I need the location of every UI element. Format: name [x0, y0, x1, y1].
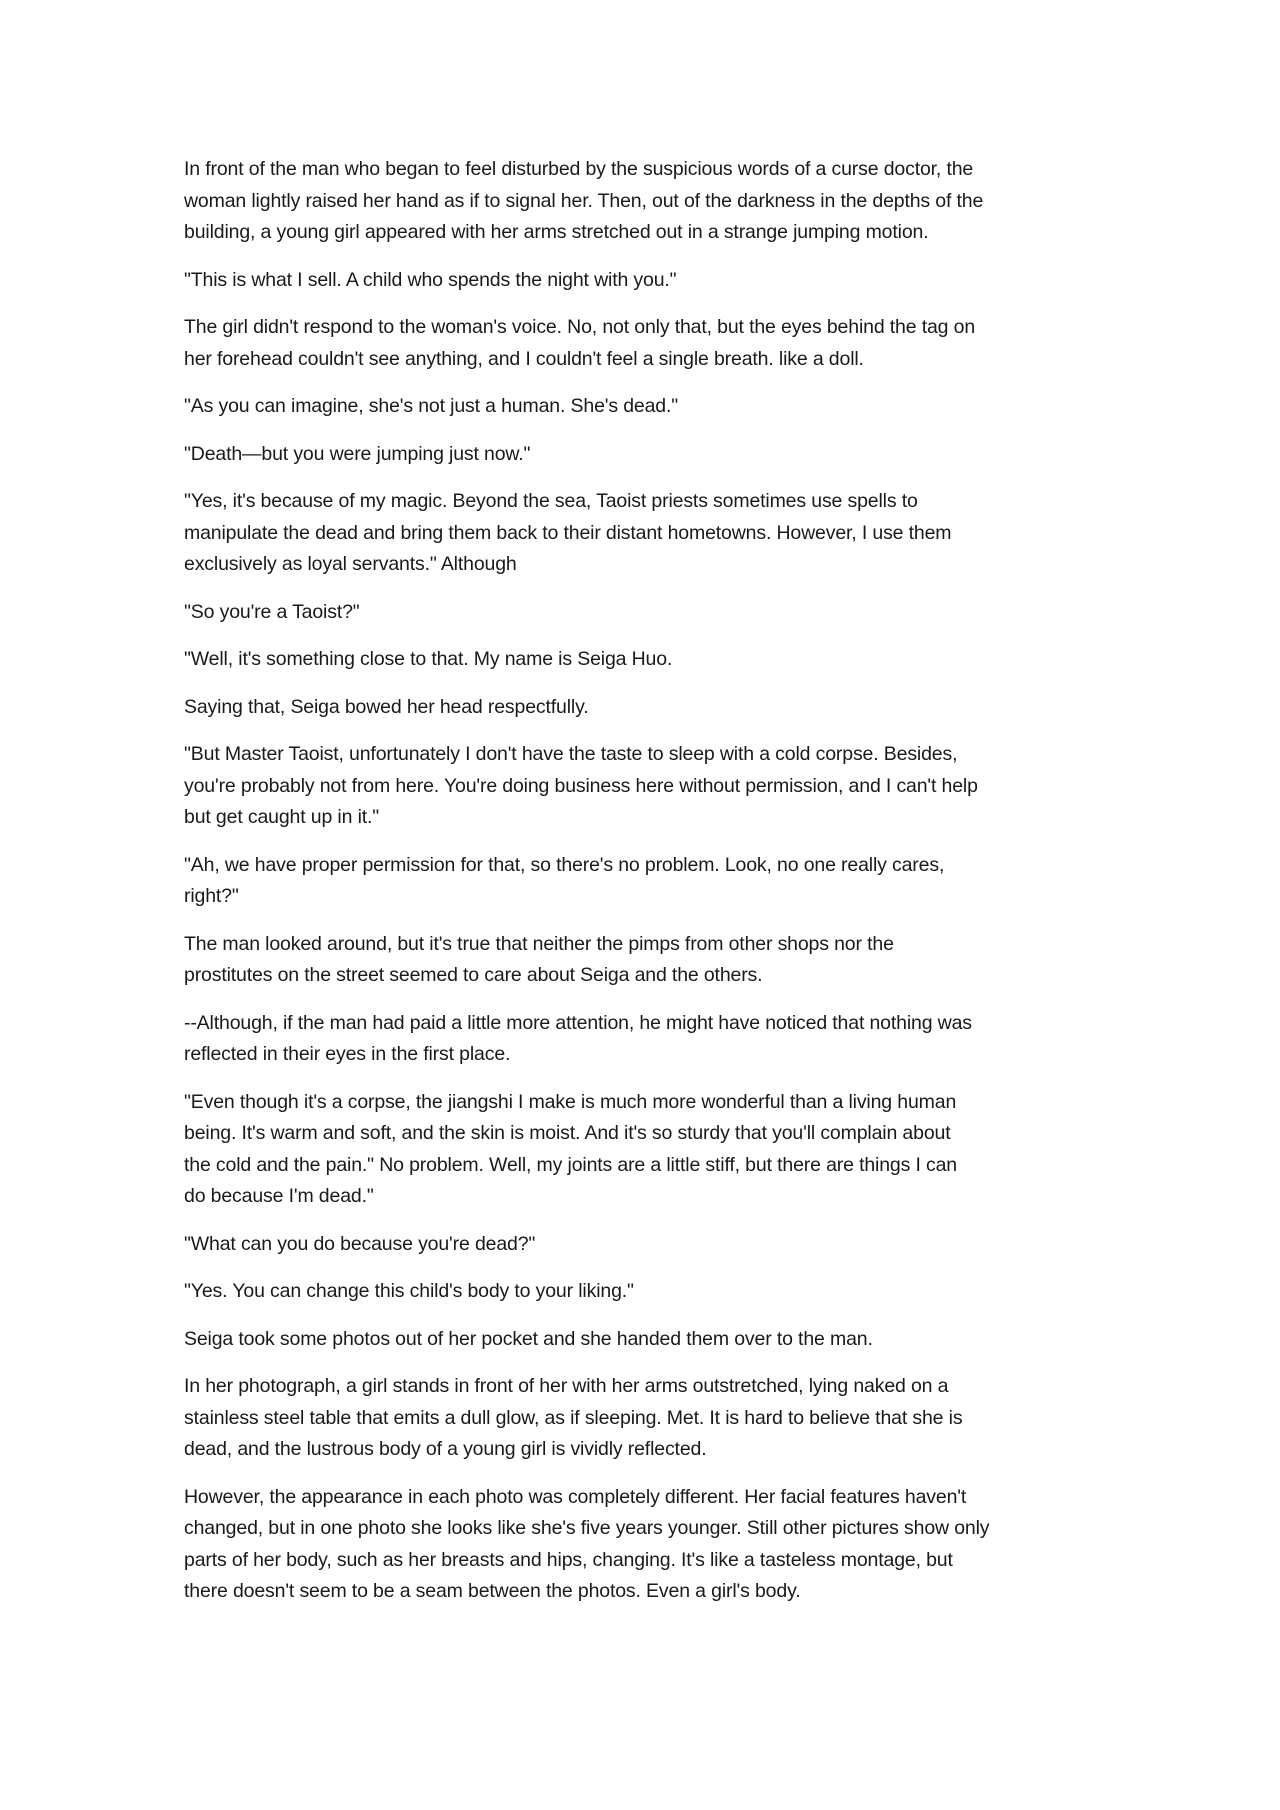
paragraph	[184, 1229, 1184, 1261]
text-line: In her photograph, a girl stands in front of her with her arms outstretched, lying naked on a	[184, 1375, 949, 1397]
paragraph	[184, 486, 1184, 581]
text-line: but get caught up in it."	[184, 806, 380, 828]
text-line: The man looked around, but it's true that neither the pimps from other shops nor the	[184, 932, 894, 955]
document-page	[184, 154, 1184, 1624]
text-line: you're probably not from here. You're doing business here without permission, and I can't help	[184, 774, 978, 797]
text-line: dead, and the lustrous body of a young girl is vividly reflected.	[184, 1438, 707, 1460]
paragraph	[184, 739, 1184, 834]
paragraph	[184, 1008, 1184, 1071]
paragraph	[184, 692, 1184, 724]
paragraph	[184, 1087, 1184, 1213]
paragraph	[184, 154, 1184, 249]
text-line: do because I'm dead."	[184, 1185, 374, 1207]
text-line: "So you're a Taoist?"	[184, 600, 360, 623]
text-line: "Death—but you were jumping just now."	[184, 442, 531, 465]
paragraph	[184, 391, 1184, 423]
text-line: Seiga took some photos out of her pocket and she handed them over to the man.	[184, 1327, 873, 1350]
paragraph	[184, 439, 1184, 471]
text-line: prostitutes on the street seemed to care about Seiga and the others.	[184, 964, 763, 986]
text-line: "As you can imagine, she's not just a human. She's dead."	[184, 395, 679, 417]
paragraph	[184, 597, 1184, 629]
text-line: changed, but in one photo she looks like she's five years younger. Still other pictures show only	[184, 1517, 990, 1539]
text-line: "Well, it's something close to that. My name is Seiga Huo.	[184, 648, 673, 670]
text-line: the cold and the pain." No problem. Well, my joints are a little stiff, but there are things I can	[184, 1153, 957, 1176]
text-line: "Yes. You can change this child's body to your liking."	[184, 1280, 634, 1302]
text-line: Saying that, Seiga bowed her head respectfully.	[184, 695, 589, 718]
text-line: exclusively as loyal servants." Although	[184, 553, 517, 575]
paragraph	[184, 312, 1184, 375]
text-line: manipulate the dead and bring them back to their distant hometowns. However, I use them	[184, 521, 952, 544]
text-line: right?"	[184, 885, 239, 907]
paragraph	[184, 929, 1184, 992]
paragraph	[184, 1276, 1184, 1308]
paragraph	[184, 1324, 1184, 1356]
text-line: her forehead couldn't see anything, and I couldn't feel a single breath. like a doll.	[184, 347, 864, 370]
text-line: there doesn't seem to be a seam between the photos. Even a girl's body.	[184, 1580, 801, 1602]
paragraph	[184, 1482, 1184, 1608]
text-line: "Even though it's a corpse, the jiangshi I make is much more wonderful than a living human	[184, 1090, 957, 1113]
paragraph	[184, 850, 1184, 913]
text-line: "Yes, it's because of my magic. Beyond the sea, Taoist priests sometimes use spells to	[184, 490, 918, 512]
text-line: parts of her body, such as her breasts and hips, changing. It's like a tasteless montage, but	[184, 1548, 953, 1571]
text-line: being. It's warm and soft, and the skin is moist. And it's so sturdy that you'll complain about	[184, 1122, 951, 1144]
text-line: "But Master Taoist, unfortunately I don't have the taste to sleep with a cold corpse. Besides,	[184, 743, 958, 765]
text-line: stainless steel table that emits a dull glow, as if sleeping. Met. It is hard to believe that she is	[184, 1406, 963, 1429]
text-line: woman lightly raised her hand as if to signal her. Then, out of the darkness in the depths of the	[184, 189, 984, 212]
paragraph	[184, 265, 1184, 297]
text-line: "This is what I sell. A child who spends the night with you."	[184, 268, 677, 291]
text-line: "Ah, we have proper permission for that, so there's no problem. Look, no one really cares,	[184, 853, 945, 876]
text-line: The girl didn't respond to the woman's voice. No, not only that, but the eyes behind the tag on	[184, 316, 976, 338]
text-line: "What can you do because you're dead?"	[184, 1232, 536, 1255]
text-line: However, the appearance in each photo was completely different. Her facial features haven't	[184, 1485, 967, 1508]
text-line: building, a young girl appeared with her arms stretched out in a strange jumping motion.	[184, 221, 929, 243]
paragraph	[184, 1371, 1184, 1466]
text-line: reflected in their eyes in the first place.	[184, 1043, 511, 1065]
text-line: In front of the man who began to feel disturbed by the suspicious words of a curse doctor, the	[184, 158, 974, 180]
paragraph	[184, 644, 1184, 676]
text-line: --Although, if the man had paid a little more attention, he might have noticed that nothing was	[184, 1011, 972, 1034]
